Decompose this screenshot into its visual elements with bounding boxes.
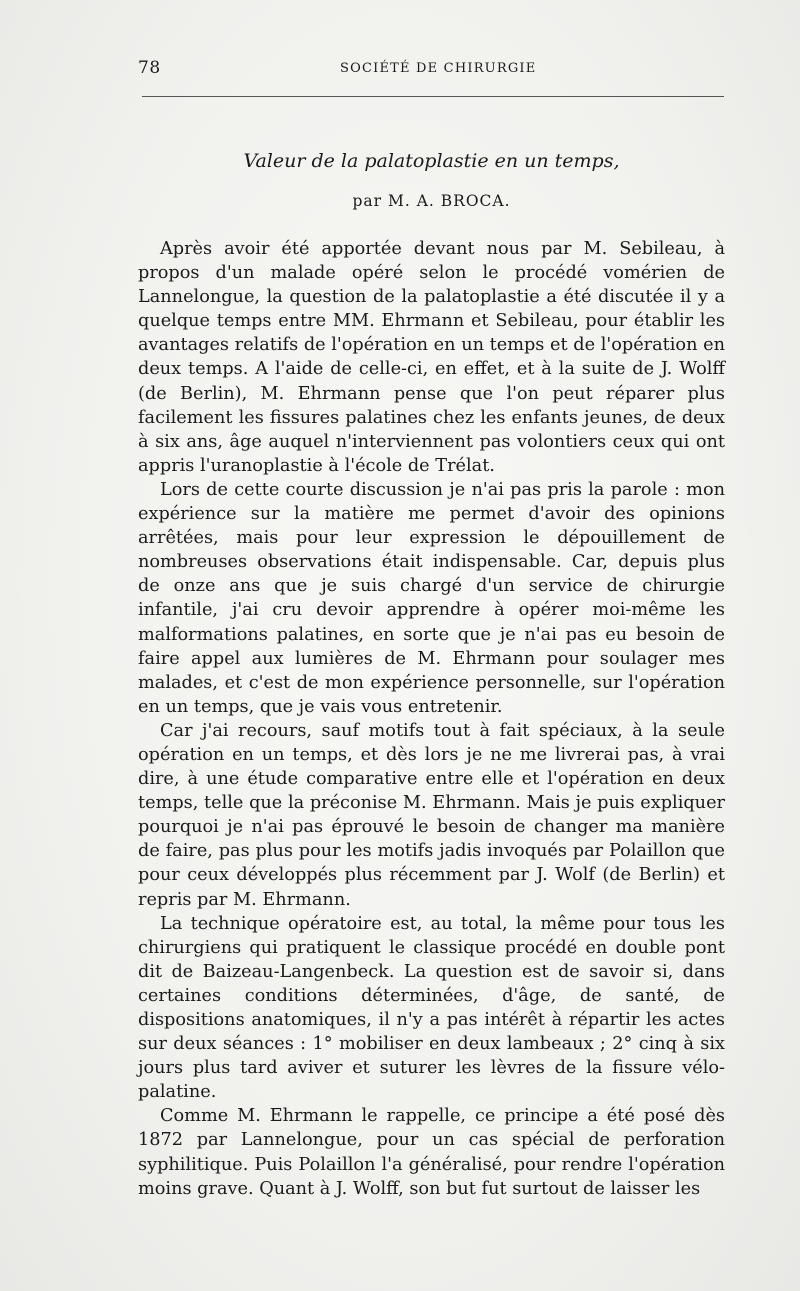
- article-body: [138, 237, 725, 1201]
- paragraph-2: Lors de cette courte discussion je n'ai pas pris la parole : mon expérience sur la matière me permet d'avoir des opinions arrêtées, mais pour leur expression le dépouillement de nombreuses observations était indispensable. Car, depuis plus de onze ans que je suis chargé d'un service de chirurgie infantile, j'ai cru devoir apprendre à opérer moi-même les malformations palatines, en sorte que je n'ai pas eu besoin de faire appel aux lumières de M. Ehrmann pour soulager mes malades, et c'est de mon expérience personnelle, sur l'opération en un temps, que je vais vous entretenir.: [138, 479, 725, 717]
- header-rule: [142, 96, 724, 97]
- paragraph-1: Après avoir été apportée devant nous par M. Sebileau, à propos d'un malade opéré selon le procédé vomérien de Lannelongue, la question de la palatoplastie a été discutée il y a quelque temps entre MM. Ehrmann et Sebileau, pour établir les avantages relatifs de l'opération en un temps et de l'opération en deux temps. A l'aide de celle-ci, en effet, et à la suite de J. Wolff (de Berlin), M. Ehrmann pense que l'on peut réparer plus facilement les fissures palatines chez les enfants jeunes, de deux à six ans, âge auquel n'interviennent pas volontiers ceux qui ont appris l'uranoplastie à l'école de Trélat.: [138, 239, 725, 476]
- article-title: Valeur de la palatoplastie en un temps,: [243, 150, 620, 172]
- page-header: [138, 58, 725, 84]
- paragraph-4: La technique opératoire est, au total, la même pour tous les chirurgiens qui pratiquent le classique procédé en double pont dit de Baizeau-Langenbeck. La question est de savoir si, dans certaines conditions déterminées, d'âge, de santé, de dispositions anatomiques, il n'y a pas intérêt à répartir les actes sur deux séances : 1° mobiliser en deux lambeaux ; 2° cinq à six jours plus tard aviver et suturer les lèvres de la fissure vélo-palatine.: [138, 913, 725, 1103]
- running-head: SOCIÉTÉ DE CHIRURGIE: [340, 61, 537, 76]
- paragraph-3: Car j'ai recours, sauf motifs tout à fait spéciaux, à la seule opération en un temps, et dès lors je ne me livrerai pas, à vrai dire, à une étude comparative entre elle et l'opération en deux temps, telle que la préconise M. Ehrmann. Mais je puis expliquer pourquoi je n'ai pas éprouvé le besoin de changer ma manière de faire, pas plus pour les motifs jadis invoqués par Polaillon que pour ceux développés plus récemment par J. Wolf (de Berlin) et repris par M. Ehrmann.: [138, 720, 725, 910]
- byline-text: par M. A. BROCA.: [352, 192, 511, 210]
- paragraph-5: Comme M. Ehrmann le rappelle, ce principe a été posé dès 1872 par Lannelongue, pour un cas spécial de perforation syphilitique. Puis Polaillon l'a généralisé, pour rendre l'opération moins grave. Quant à J. Wolff, son but fut surtout de laisser les: [138, 1106, 725, 1199]
- article-byline: [138, 192, 725, 210]
- page-number: 78: [138, 58, 161, 78]
